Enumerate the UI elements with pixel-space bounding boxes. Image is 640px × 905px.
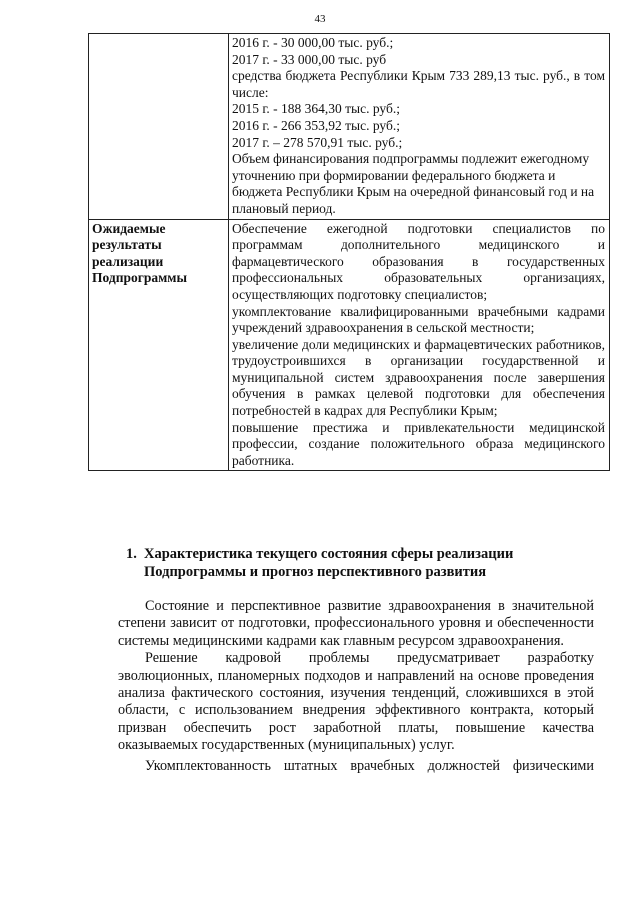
result-item: укомплектование квалифицированными врачебными кадрами учреждений здравоохранения в сельской местности; [232,303,605,336]
section-heading [126,545,596,581]
section-title-line2: Подпрограммы и прогноз перспективного развития [144,564,487,580]
table-row-expected-results [89,219,610,471]
section-body [118,598,594,775]
expected-results-cell [229,219,610,471]
funding-line: 2017 г. - 33 000,00 тыс. руб [232,51,387,67]
result-item: увеличение доли медицинских и фармацевтических работников, трудоустроившихся в организации государственной и муниципальной систем здравоохранения после завершения обучения в рамках целевой подготовки для обеспечения потребностей в кадрах для Республики Крым; [232,336,605,419]
funding-line: 2015 г. - 188 364,30 тыс. руб.; [232,101,400,117]
row-label-expected-results: Ожидаемые результаты реализации Подпрограммы [89,219,229,471]
funding-note: Объем финансирования подпрограммы подлежит ежегодному уточнению при формировании федерального бюджета и бюджета Республики Крым на очередной финансовый год и на плановый период. [232,151,595,216]
page-number: 43 [314,13,326,25]
result-item: повышение престижа и привлекательности медицинской профессии, создание положительного образа медицинского работника. [232,419,605,468]
section-number: 1. [126,546,137,562]
funding-line: 2016 г. - 30 000,00 тыс. руб.; [232,35,394,50]
body-paragraph: Решение кадровой проблемы предусматривает разработку эволюционных, планомерных подходов и направлений на основе проведения анализа фактического состояния, изучения тенденций, сложившихся в этой области, с использованием внедрения эффективного контракта, который призван обеспечить рост заработной платы, повышение качества оказываемых государственных (муниципальных) услуг. [118,650,594,754]
section-title-line1: Характеристика текущего состояния сферы реализации [144,546,514,562]
table-row-funding [89,34,610,220]
funding-line: 2017 г. – 278 570,91 тыс. руб.; [232,134,403,150]
funding-line: 2016 г. - 266 353,92 тыс. руб.; [232,117,400,133]
body-paragraph: Укомплектованность штатных врачебных должностей физическими [145,757,594,774]
funding-cell [229,34,610,220]
result-item: Обеспечение ежегодной подготовки специалистов по программам дополнительного медицинского и фармацевтического образования в государственных профессиональных образовательных организациях, осуществляющих подготовку специалистов; [232,220,605,302]
row-label [89,34,229,220]
subprogram-passport-table [88,33,610,471]
funding-line: средства бюджета Республики Крым 733 289,13 тыс. руб., в том числе: [232,68,605,100]
body-paragraph: Состояние и перспективное развитие здравоохранения в значительной степени зависит от подготовки, профессионального уровня и обеспеченности системы медицинскими кадрами как главным ресурсом здравоохранения. [118,598,594,649]
